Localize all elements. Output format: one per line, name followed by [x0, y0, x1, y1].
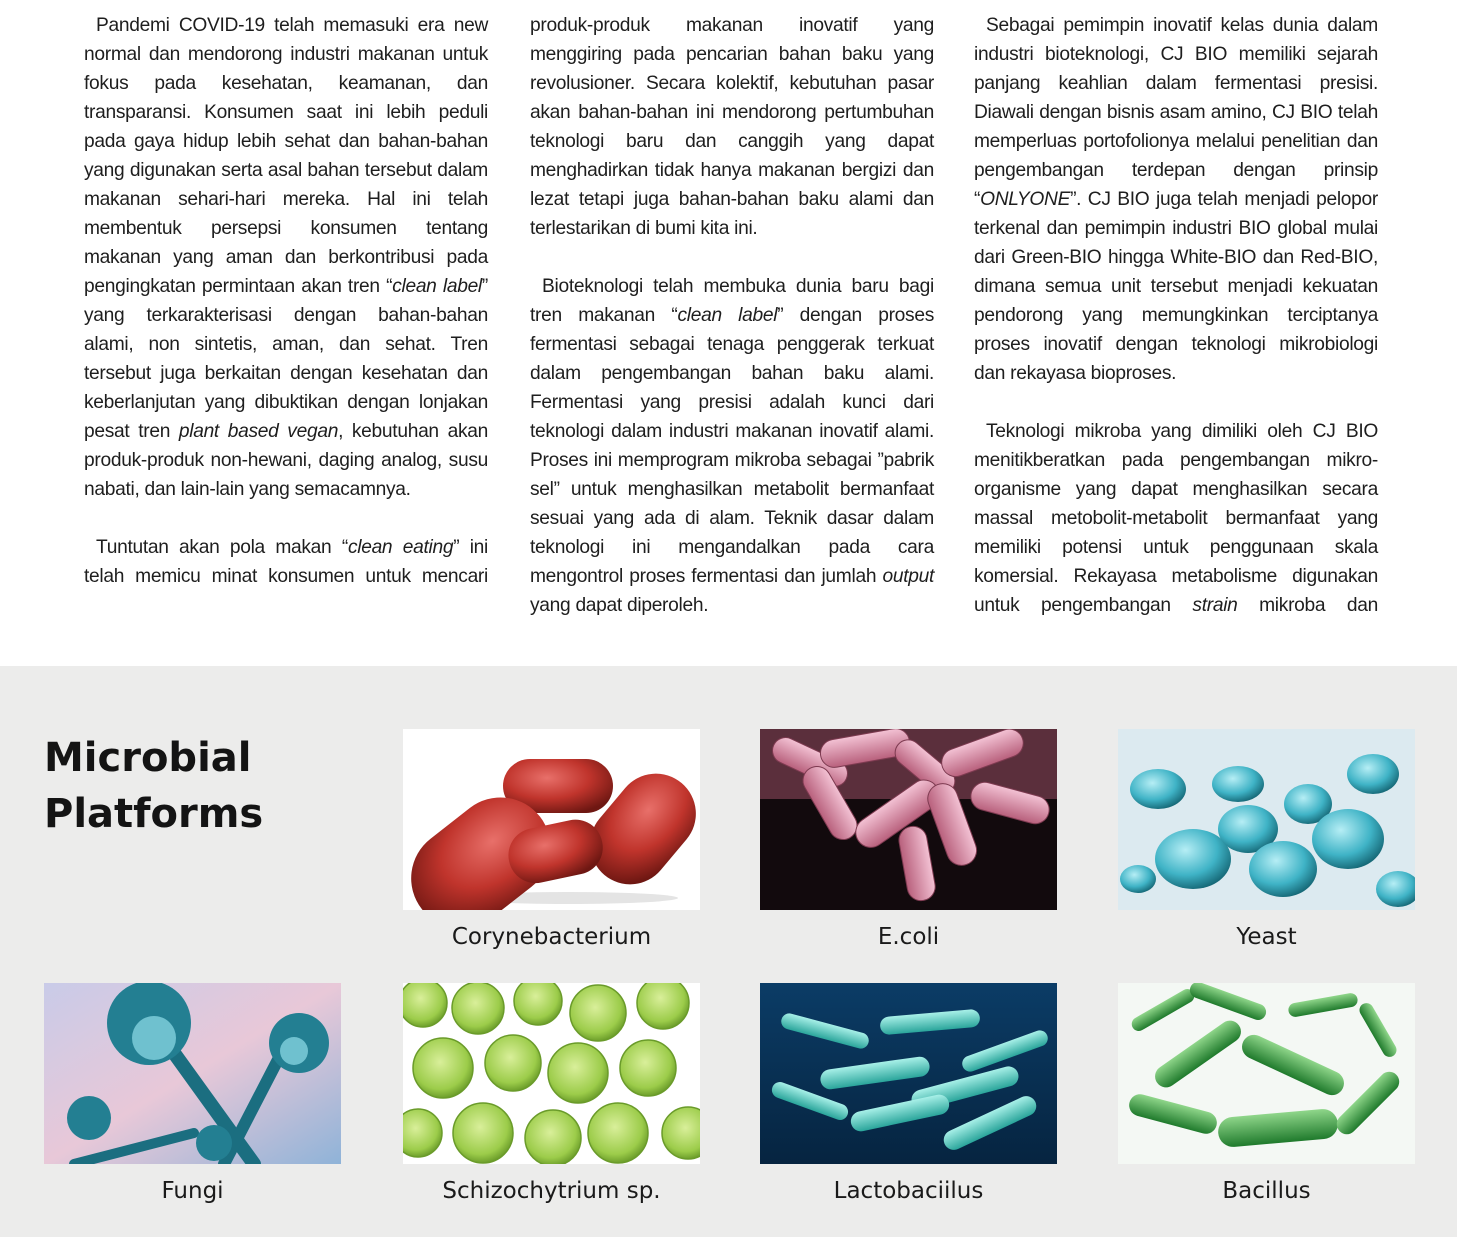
panel-title: Microbial Platforms — [44, 735, 264, 837]
corynebacterium-label: Corynebacterium — [451, 924, 652, 950]
paragraph: Sebagai pemimpin inovatif kelas dunia dalam industri bioteknologi, CJ BIO memiliki sejarah panjang keahlian dalam fermentasi presisi. Diawali dengan bisnis asam amino, CJ BIO telah memperluas portofolionya melalui penelitian dan pengembangan terdepan dengan prinsip “ONLYONE”. CJ BIO juga telah menjadi pelopor terkenal dan pemimpin industri BIO global mulai dari Green-BIO hingga White-BIO dan Red-BIO, dimana semua unit tersebut menjadi kekuatan pendorong yang memungkinkan terciptanya proses inovatif dengan teknologi mikrobiologi dan rekayasa bioproses. — [974, 15, 1378, 384]
lactobacillus-label: Lactobaciilus — [833, 1178, 984, 1204]
bacillus-image — [1118, 983, 1415, 1164]
lactobacillus-image — [760, 983, 1057, 1164]
article-column-1 — [84, 11, 488, 591]
fungi-label: Fungi — [161, 1178, 224, 1204]
paragraph: Pandemi COVID-19 telah memasuki era new normal dan mendorong industri makanan untuk fokus pada kesehatan, keamanan, dan transparansi. Konsumen saat ini lebih peduli pada gaya hidup lebih sehat dan bahan-bahan yang digunakan serta asal bahan tersebut dalam makanan sehari-hari mereka. Hal ini telah membentuk persepsi konsumen tentang makanan yang aman dan berkontribusi pada pengingkatan permintaan akan tren “clean label” yang terkarakterisasi dengan bahan-bahan alami, non sintetis, aman, dan sehat. Tren tersebut juga berkaitan dengan kesehatan dan keberlanjutan yang dibuktikan dengan lonjakan pesat tren plant based vegan, kebutuhan akan produk-produk non-hewani, daging analog, susu nabati, dan lain-lain yang semacamnya. — [84, 15, 488, 500]
paragraph: Teknologi mikroba yang dimiliki oleh CJ BIO menitikberatkan pada pengembangan mikro-organisme yang dapat menghasilkan secara massal metobolit-metabolit bermanfaat yang memiliki potensi untuk penggunaan skala komersial. Rekayasa metabolisme digunakan untuk pengembangan strain mikroba dan — [974, 421, 1378, 616]
paragraph: Tuntutan akan pola makan “clean eating” ini telah memicu minat konsumen untuk mencari — [84, 537, 488, 587]
yeast-image — [1118, 729, 1415, 910]
schizochytrium-label: Schizochytrium sp. — [442, 1178, 661, 1204]
paragraph: produk-produk makanan inovatif yang menggiring pada pencarian bahan baku yang revolusioner. Secara kolektif, kebutuhan pasar akan bahan-bahan ini mendorong pertumbuhan teknologi baru dan canggih yang dapat menghadirkan tidak hanya makanan bergizi dan lezat tetapi juga bahan-bahan baku alami dan terlestarikan di bumi kita ini. — [530, 15, 934, 239]
yeast-label: Yeast — [1236, 924, 1297, 950]
corynebacterium-image — [403, 729, 700, 910]
article-column-2 — [530, 11, 934, 620]
bacillus-label: Bacillus — [1222, 1178, 1311, 1204]
paragraph: Bioteknologi telah membuka dunia baru bagi tren makanan “clean label” dengan proses fermentasi sebagai tenaga penggerak terkuat dalam pengembangan bahan baku alami. Fermentasi yang presisi adalah kunci dari teknologi dalam industri makanan inovatif alami. Proses ini memprogram mikroba sebagai ”pabrik sel” untuk menghasilkan metabolit bermanfaat sesuai yang ada di alam. Teknik dasar dalam teknologi ini mengandalkan pada cara mengontrol proses fermentasi dan jumlah output yang dapat diperoleh. — [530, 276, 934, 616]
ecoli-image — [760, 729, 1057, 910]
ecoli-label: E.coli — [877, 924, 940, 950]
article-column-3 — [974, 11, 1378, 620]
schizochytrium-image — [403, 983, 700, 1164]
fungi-image — [44, 983, 341, 1164]
